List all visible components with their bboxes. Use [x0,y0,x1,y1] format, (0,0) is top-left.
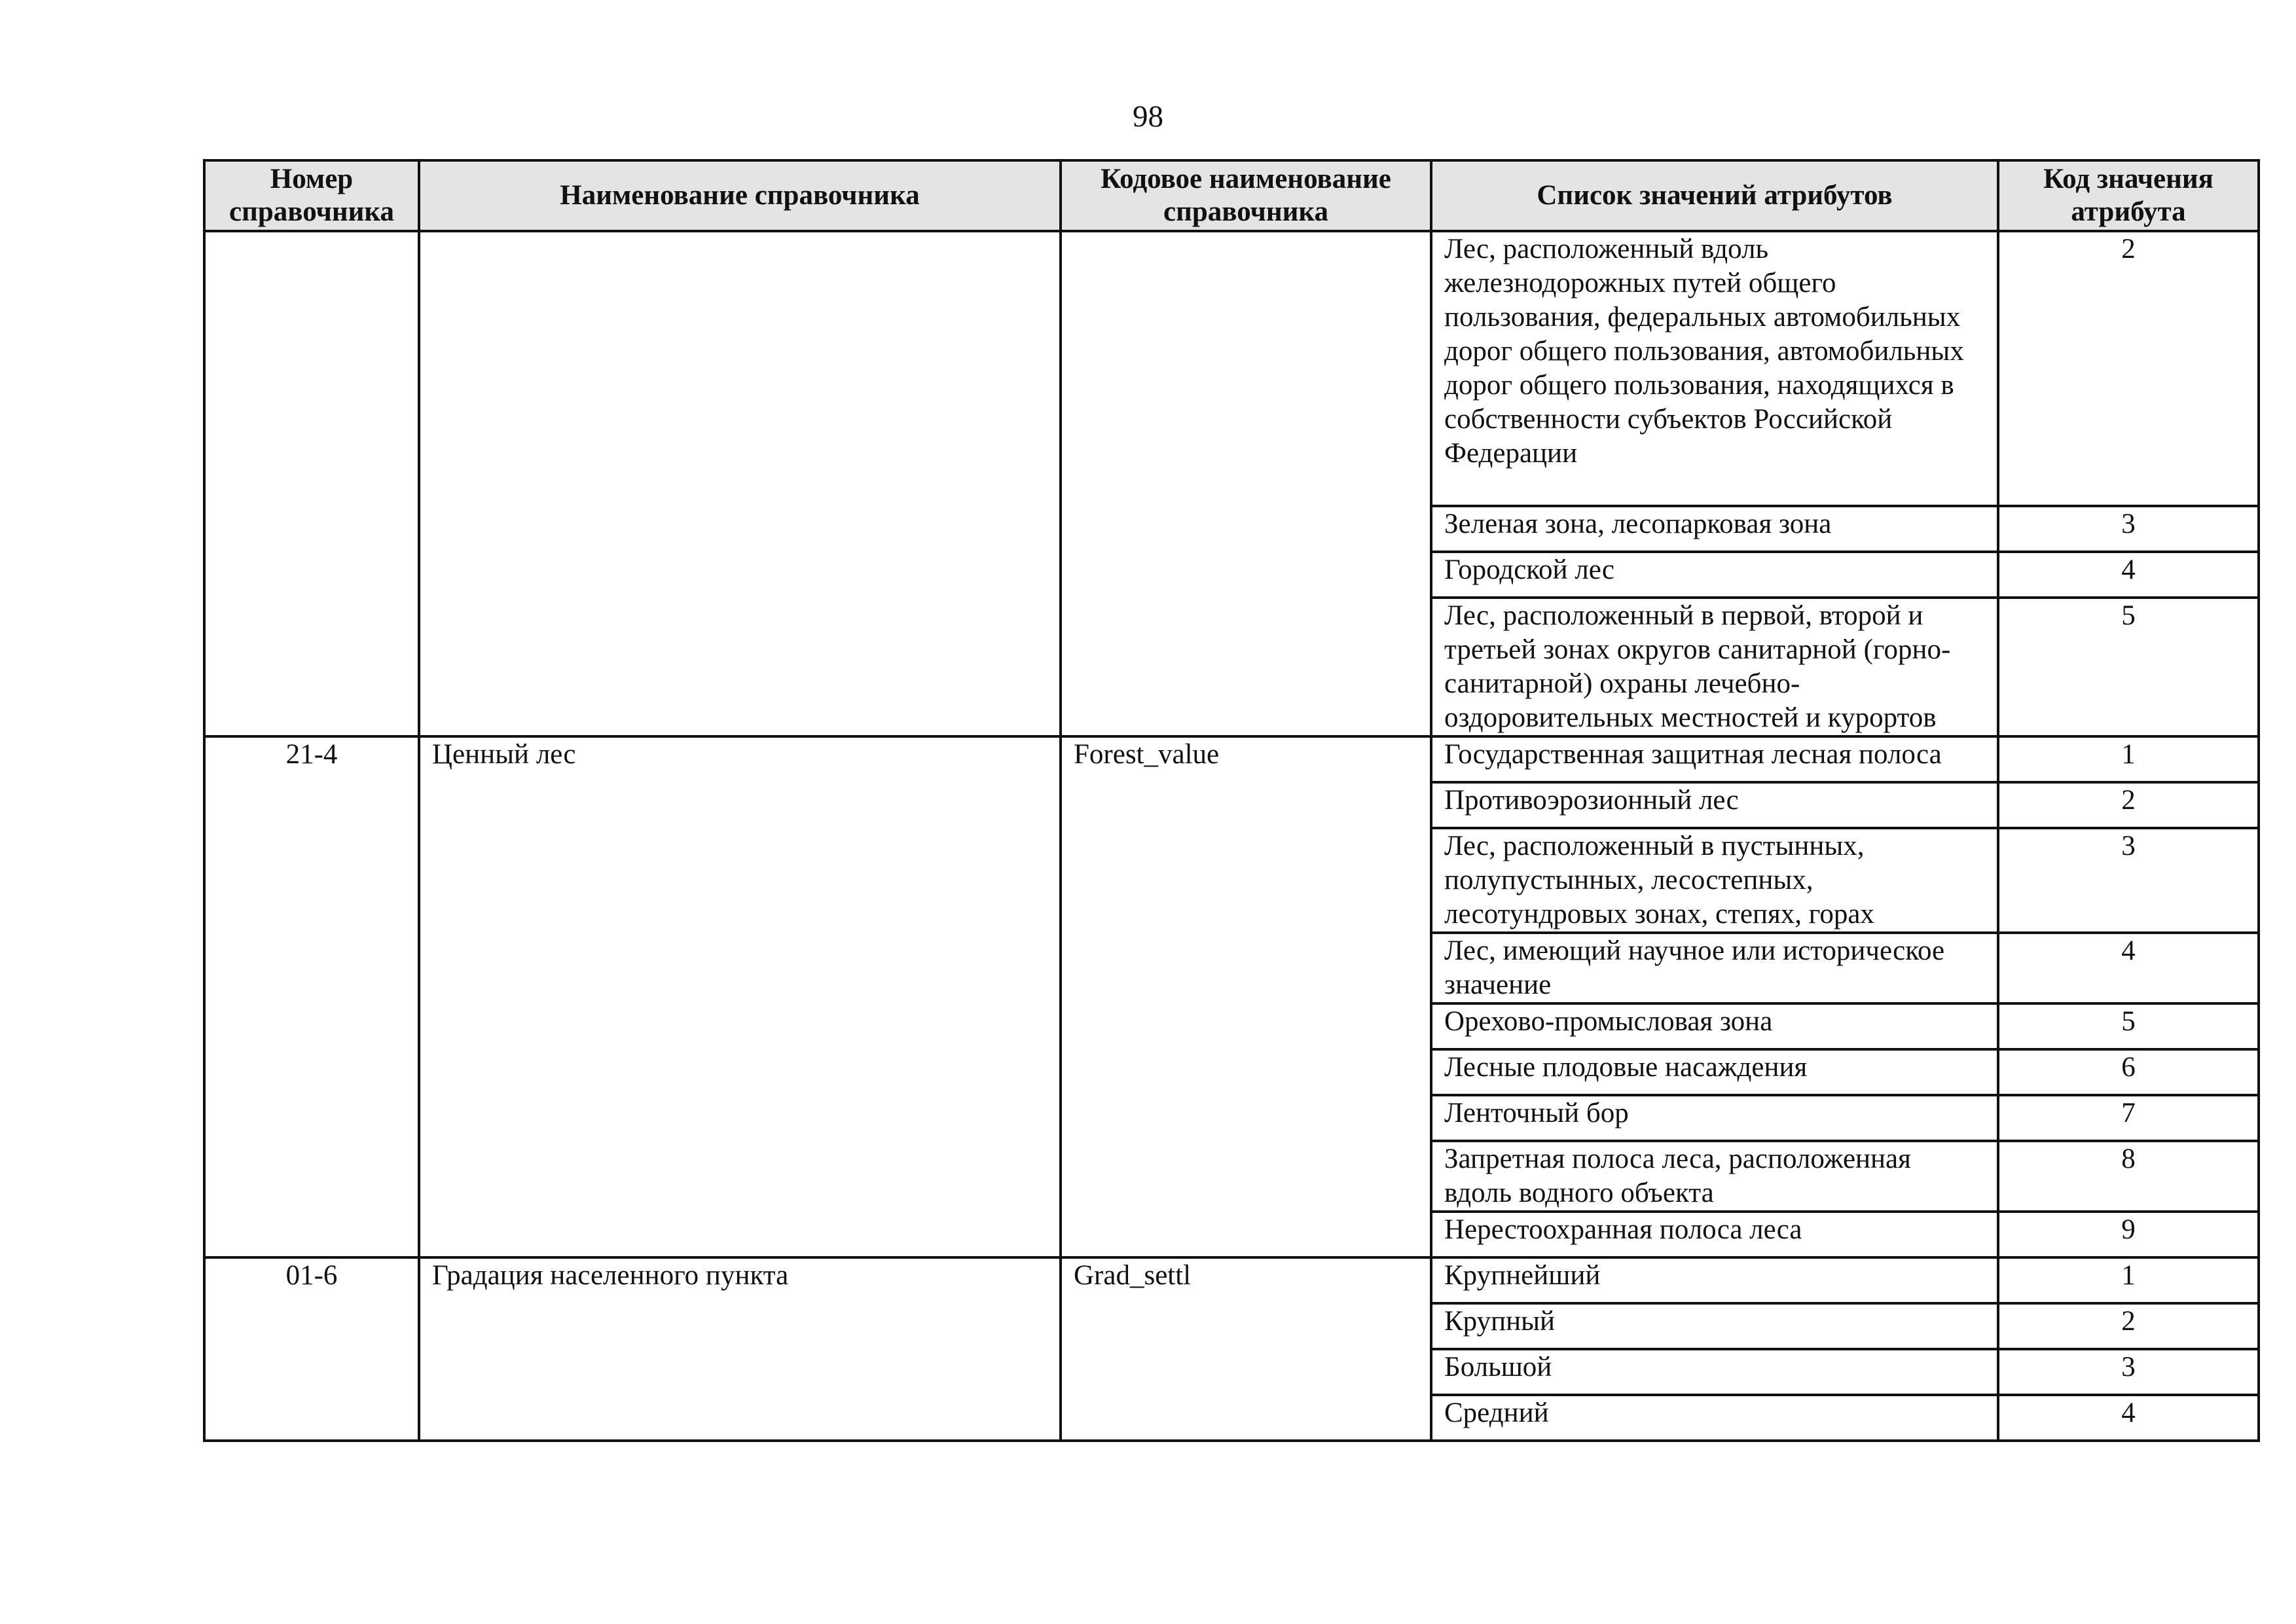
attribute-value: Средний [1431,1395,1998,1441]
reference-number: 21-4 [204,736,419,1257]
page-number: 98 [1133,99,1163,134]
reference-name [419,231,1061,736]
attribute-code: 6 [1998,1049,2259,1095]
attribute-value: Лес, имеющий научное или историческое значение [1431,933,1998,1003]
reference-code-name: Forest_value [1061,736,1431,1257]
attribute-code: 5 [1998,1003,2259,1049]
header-value-code: Код значения атрибута [1998,160,2259,231]
attribute-code: 3 [1998,1349,2259,1395]
attribute-code: 5 [1998,598,2259,736]
table-row [204,231,2259,506]
attribute-code: 1 [1998,1257,2259,1303]
table-row [204,1257,2259,1303]
attribute-code: 2 [1998,1303,2259,1349]
header-values: Список значений атрибутов [1431,160,1998,231]
reference-code-name: Grad_settl [1061,1257,1431,1441]
reference-number [204,231,419,736]
attribute-code: 4 [1998,1395,2259,1441]
attribute-value: Противоэрозионный лес [1431,782,1998,828]
header-row [204,160,2259,231]
attribute-code: 4 [1998,933,2259,1003]
attribute-value: Ленточный бор [1431,1095,1998,1141]
attribute-value: Городской лес [1431,552,1998,598]
attribute-code: 3 [1998,506,2259,552]
attribute-code: 3 [1998,828,2259,933]
attribute-value: Орехово-промысловая зона [1431,1003,1998,1049]
header-number: Номер справочника [204,160,419,231]
attribute-code: 4 [1998,552,2259,598]
table-row [204,736,2259,782]
header-name: Наименование справочника [419,160,1061,231]
attribute-code: 7 [1998,1095,2259,1141]
reference-number: 01-6 [204,1257,419,1441]
attribute-value: Крупнейший [1431,1257,1998,1303]
attribute-value: Нерестоохранная полоса леса [1431,1212,1998,1257]
attribute-value: Запретная полоса леса, расположенная вдоль водного объекта [1431,1141,1998,1212]
attribute-code: 2 [1998,231,2259,506]
reference-name: Ценный лес [419,736,1061,1257]
attribute-code: 9 [1998,1212,2259,1257]
attribute-value: Лесные плодовые насаждения [1431,1049,1998,1095]
attribute-value: Крупный [1431,1303,1998,1349]
reference-name: Градация населенного пункта [419,1257,1061,1441]
reference-table [203,159,2260,1442]
reference-code-name [1061,231,1431,736]
attribute-code: 1 [1998,736,2259,782]
attribute-value: Государственная защитная лесная полоса [1431,736,1998,782]
attribute-value: Лес, расположенный в первой, второй и третьей зонах округов санитарной (горно-санитарной) охраны лечебно-оздоровительных местностей и курортов [1431,598,1998,736]
header-code-name: Кодовое наименование справочника [1061,160,1431,231]
attribute-code: 2 [1998,782,2259,828]
attribute-value: Лес, расположенный в пустынных, полупустынных, лесостепных, лесотундровых зонах, степях, горах [1431,828,1998,933]
attribute-value: Зеленая зона, лесопарковая зона [1431,506,1998,552]
attribute-value: Лес, расположенный вдоль железнодорожных путей общего пользования, федеральных автомобильных дорог общего пользования, автомобильных дорог общего пользования, находящихся в собственности субъектов Российской Федерации [1431,231,1998,506]
attribute-code: 8 [1998,1141,2259,1212]
attribute-value: Большой [1431,1349,1998,1395]
